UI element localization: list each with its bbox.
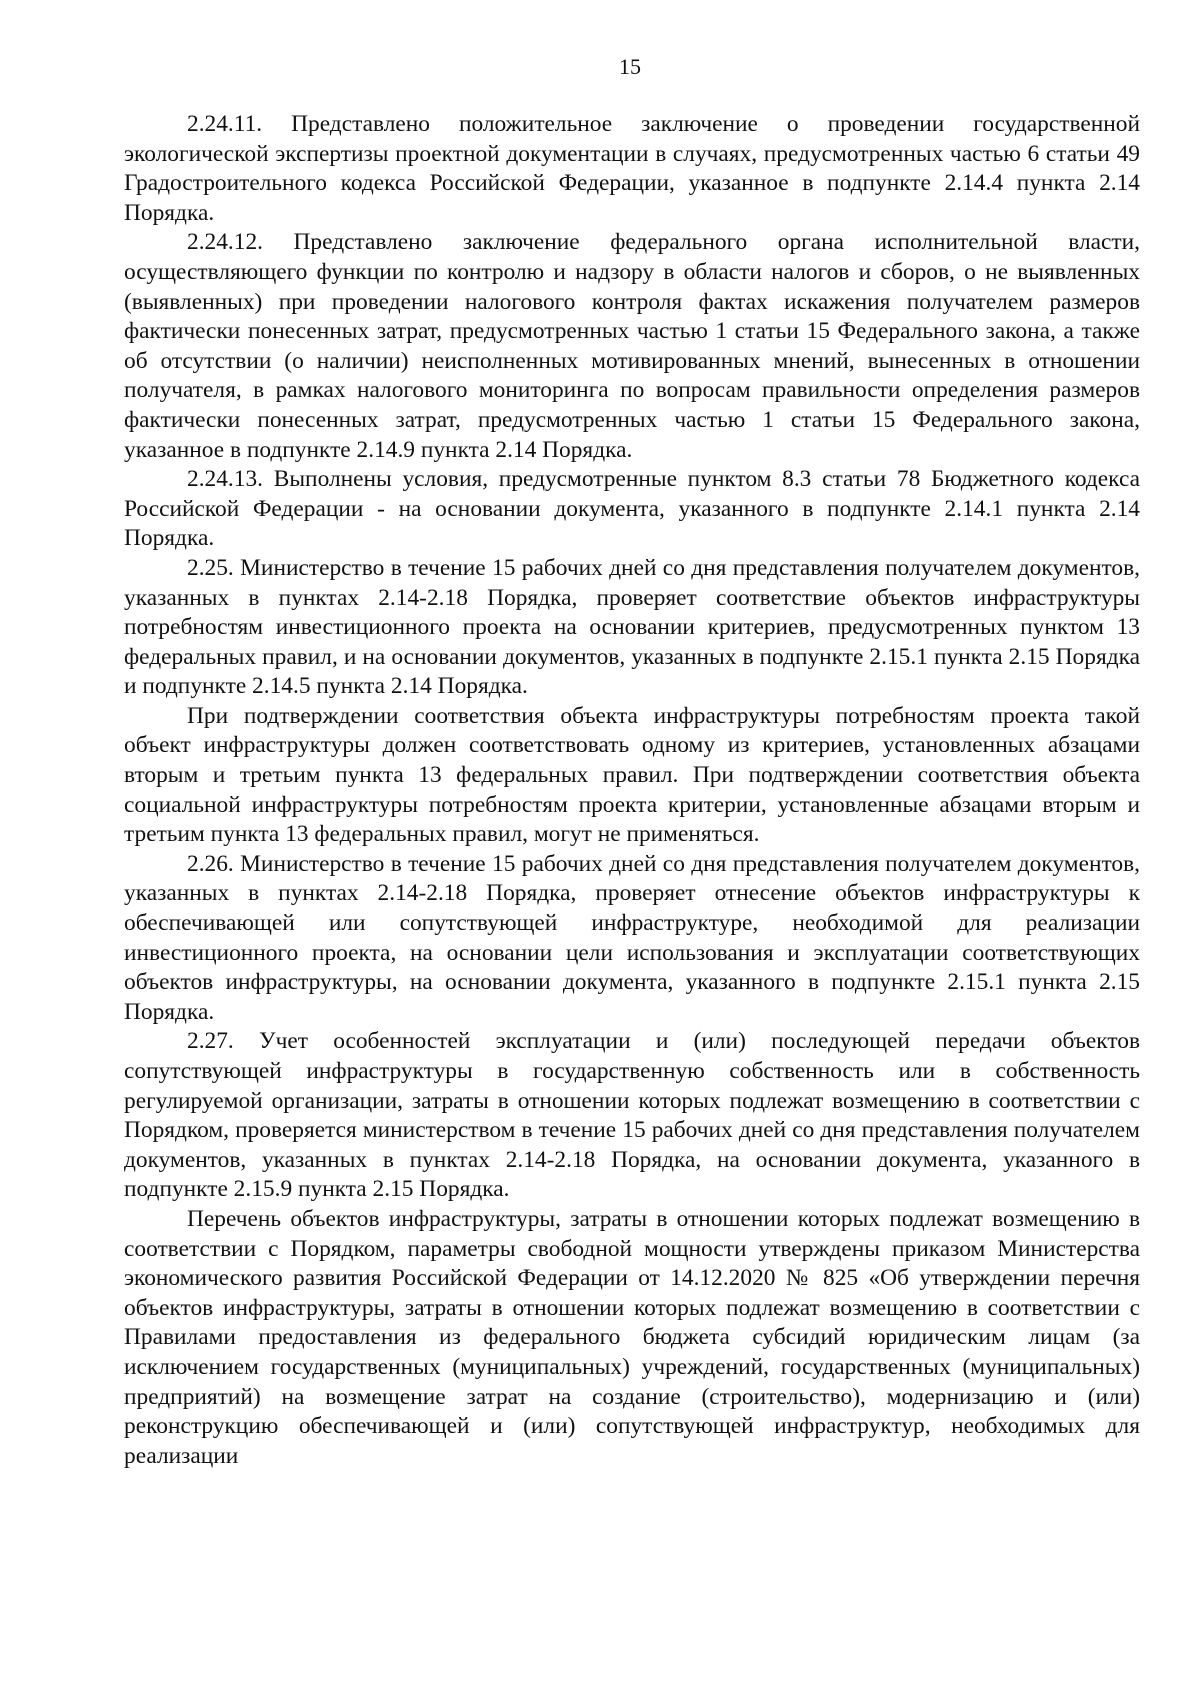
paragraph-2-26: 2.26. Министерство в течение 15 рабочих дней со дня представления получателем документов, указанных в пунктах 2.14-2.18 Порядка, проверяет отнесение объектов инфраструктуры к обеспечивающей или сопутствующей инфраструктуре, необходимой для реализации инвестиционного проекта, на основании цели использования и эксплуатации соответствующих объектов инфраструктуры, на основании документа, указанного в подпункте 2.15.1 пункта 2.15 Порядка.: [124, 850, 1140, 1025]
paragraph-2-24-12: 2.24.12. Представлено заключение федерального органа исполнительной власти, осуществляющего функции по контролю и надзору в области налогов и сборов, о не выявленных (выявленных) при проведении налогового контроля фактах искажения получателем размеров фактически понесенных затрат, предусмотренных частью 1 статьи 15 Федерального закона, а также об отсутствии (о наличии) неисполненных мотивированных мнений, вынесенных в отношении получателя, в рамках налогового мониторинга по вопросам правильности определения размеров фактически понесенных затрат, предусмотренных частью 1 статьи 15 Федерального закона, указанное в подпункте 2.14.9 пункта 2.14 Порядка.: [124, 229, 1140, 463]
page-number: 15: [619, 54, 641, 79]
paragraph-2-27-list: Перечень объектов инфраструктуры, затраты в отношении которых подлежат возмещению в соответствии с Порядком, параметры свободной мощности утверждены приказом Министерства экономического развития Российской Федерации от 14.12.2020 № 825 «Об утверждении перечня объектов инфраструктуры, затраты в отношении которых подлежат возмещению в соответствии с Правилами предоставления из федерального бюджета субсидий юридическим лицам (за исключением государственных (муниципальных) учреждений, государственных (муниципальных) предприятий) на возмещение затрат на создание (строительство), модернизацию и (или) реконструкцию обеспечивающей и (или) сопутствующей инфраструктур, необходимых для реализации: [124, 1205, 1140, 1469]
paragraph-2-25: 2.25. Министерство в течение 15 рабочих дней со дня представления получателем документов, указанных в пунктах 2.14-2.18 Порядка, проверяет соответствие объектов инфраструктуры потребностям инвестиционного проекта на основании критериев, предусмотренных пунктом 13 федеральных правил, и на основании документов, указанных в подпункте 2.15.1 пункта 2.15 Порядка и подпункте 2.14.5 пункта 2.14 Порядка.: [124, 554, 1140, 700]
document-body: [124, 110, 1140, 1471]
paragraph-2-25-note: При подтверждении соответствия объекта инфраструктуры потребностям проекта такой объект инфраструктуры должен соответствовать одному из критериев, установленных абзацами вторым и третьим пункта 13 федеральных правил. При подтверждении соответствия объекта социальной инфраструктуры потребностям проекта критерии, установленные абзацами вторым и третьим пункта 13 федеральных правил, могут не применяться.: [124, 702, 1140, 848]
paragraph-2-24-13: 2.24.13. Выполнены условия, предусмотренные пунктом 8.3 статьи 78 Бюджетного кодекса Российской Федерации - на основании документа, указанного в подпункте 2.14.1 пункта 2.14 Порядка.: [124, 466, 1140, 552]
paragraph-2-27: 2.27. Учет особенностей эксплуатации и (или) последующей передачи объектов сопутствующей инфраструктуры в государственную собственность или в собственность регулируемой организации, затраты в отношении которых подлежат возмещению в соответствии с Порядком, проверяется министерством в течение 15 рабочих дней со дня представления получателем документов, указанных в пунктах 2.14-2.18 Порядка, на основании документа, указанного в подпункте 2.15.9 пункта 2.15 Порядка.: [124, 1028, 1140, 1203]
paragraph-2-24-11: 2.24.11. Представлено положительное заключение о проведении государственной экологической экспертизы проектной документации в случаях, предусмотренных частью 6 статьи 49 Градостроительного кодекса Российской Федерации, указанное в подпункте 2.14.4 пункта 2.14 Порядка.: [124, 111, 1140, 226]
